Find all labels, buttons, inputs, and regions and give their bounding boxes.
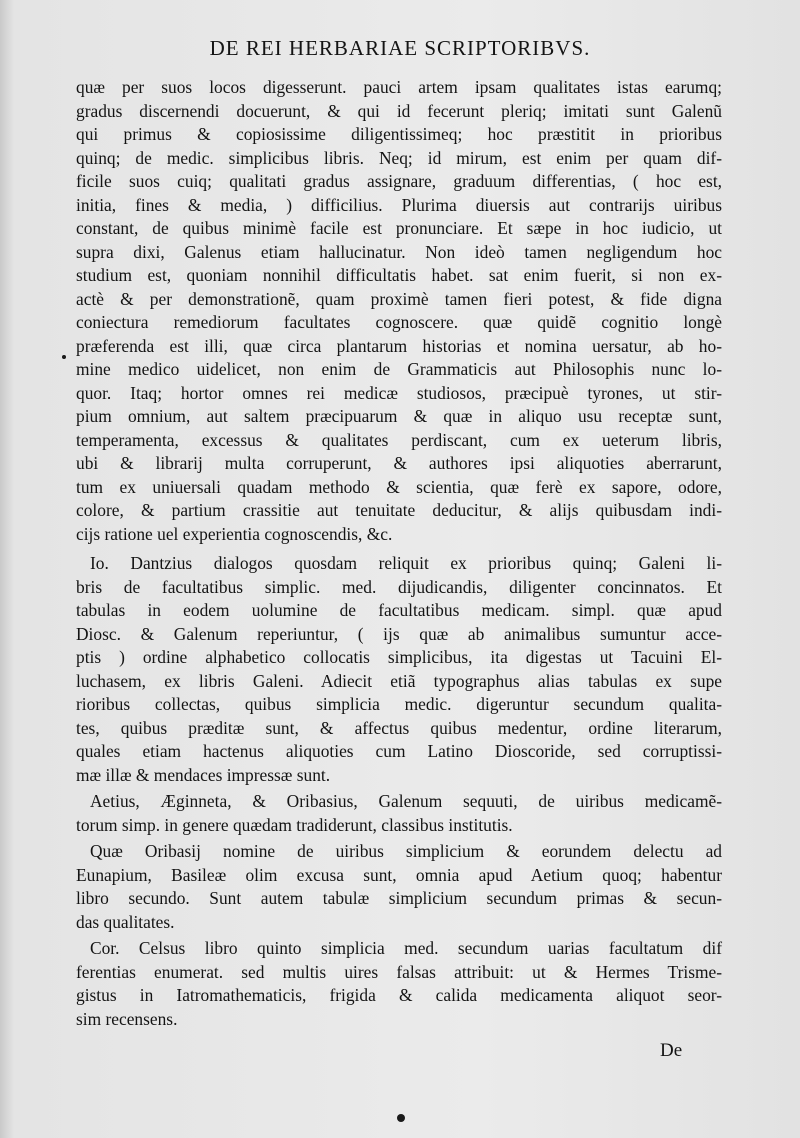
text-line: præferenda est illi, quæ circa plantarum historias et nomina uersatur, ab ho- bbox=[76, 335, 722, 356]
text-line: pium omnium, aut saltem præcipuarum & quæ in aliquo usu receptæ sunt, bbox=[76, 406, 722, 426]
text-line: quæ per suos locos digesserunt. pauci artem ipsam qualitates istas earumq; bbox=[76, 77, 722, 97]
text-line: ficile suos cuiq; qualitati gradus assignare, graduum differentias, ( hoc est, bbox=[76, 171, 722, 191]
body-text bbox=[76, 76, 722, 1031]
text-line: temperamenta, excessus & qualitates perdiscant, cum ex ueterum libris, bbox=[76, 429, 722, 450]
text-line: cijs ratione uel experientia cognoscendis, &c. bbox=[76, 523, 393, 544]
text-line: libro secundo. Sunt autem tabulæ simplicium secundum primas & secun- bbox=[76, 888, 722, 908]
text-line: torum simp. in genere quædam tradiderunt, classibus institutis. bbox=[76, 814, 513, 835]
text-line: Eunapium, Basileæ olim excusa sunt, omnia apud Aetium quoq; habentur bbox=[76, 864, 722, 885]
text-line: das qualitates. bbox=[76, 911, 175, 932]
signature-dot bbox=[397, 1114, 405, 1122]
text-line: quor. Itaq; hortor omnes rei medicæ studiosos, præcipuè tyrones, ut stir- bbox=[76, 382, 722, 403]
text-line: gradus discernendi docuerunt, & qui id fecerunt pleriq; imitati sunt Galenũ bbox=[76, 100, 722, 121]
text-line: quinq; de medic. simplicibus libris. Neq; id mirum, est enim per quam dif- bbox=[76, 147, 722, 168]
text-line: Cor. Celsus libro quinto simplicia med. secundum uarias facultatum dif bbox=[90, 938, 722, 958]
text-line: coniectura remediorum facultates cognoscere. quæ quidẽ cognitio longè bbox=[76, 312, 722, 332]
text-line: constant, de quibus minimè facile est pronunciare. Et sæpe in hoc iudicio, ut bbox=[76, 218, 722, 238]
text-line: qui primus & copiosissime diligentissimeq; hoc præstitit in prioribus bbox=[76, 124, 722, 144]
text-line: mine medico uidelicet, non enim de Grammaticis aut Philosophis nunc lo- bbox=[76, 359, 722, 379]
text-line: ptis ) ordine alphabetico collocatis simplicibus, ita digestas ut Tacuini El- bbox=[76, 647, 722, 667]
text-line: supra dixi, Galenus etiam hallucinatur. Non ideò tamen negligendum hoc bbox=[76, 241, 722, 262]
paragraph bbox=[76, 937, 722, 1031]
text-line: Io. Dantzius dialogos quosdam reliquit ex prioribus quinq; Galeni li- bbox=[90, 553, 722, 573]
text-line: mæ illæ & mendaces impressæ sunt. bbox=[76, 764, 331, 785]
text-line: ubi & librarij multa corruperunt, & authores ipsi aliquoties aberrarunt, bbox=[76, 453, 722, 473]
text-line: Aetius, Æginneta, & Oribasius, Galenum sequuti, de uiribus medicamẽ- bbox=[90, 791, 722, 811]
text-line: quales etiam hactenus aliquoties cum Latino Dioscoride, sed corruptissi- bbox=[76, 741, 722, 761]
text-line: ferentias enumerat. sed multis uires falsas attribuit: ut & Hermes Trisme- bbox=[76, 961, 722, 982]
text-line: Diosc. & Galenum reperiuntur, ( ijs quæ ab animalibus sumuntur acce- bbox=[76, 623, 722, 644]
margin-mark bbox=[62, 355, 66, 359]
text-line: tabulas in eodem uolumine de facultatibus medicam. simpl. quæ apud bbox=[76, 600, 722, 620]
paragraph bbox=[76, 840, 722, 934]
paragraph bbox=[76, 76, 722, 546]
paragraph bbox=[76, 552, 722, 787]
text-line: studium est, quoniam nonnihil difficultatis habet. sat enim fuerit, si non ex- bbox=[76, 265, 722, 285]
text-line: luchasem, ex libris Galeni. Adiecit etiã typographus alias tabulas ex supe bbox=[76, 670, 722, 691]
text-line: colore, & partium crassitie aut tenuitate deducitur, & alijs quibusdam indi- bbox=[76, 500, 722, 520]
catchword: De bbox=[660, 1040, 683, 1061]
text-line: bris de facultatibus simplic. med. dijudicandis, diligenter concinnatos. Et bbox=[76, 576, 722, 597]
text-line: sim recensens. bbox=[76, 1008, 178, 1029]
text-line: tum ex uniuersali quadam methodo & scientia, quæ ferè ex sapore, odore, bbox=[76, 476, 722, 497]
text-line: tes, quibus præditæ sunt, & affectus quibus medentur, ordine literarum, bbox=[76, 717, 722, 738]
text-line: Quæ Oribasij nomine de uiribus simplicium & eorundem delectu ad bbox=[90, 841, 722, 861]
running-header: DE REI HERBARIAE SCRIPTORIBVS. bbox=[209, 36, 591, 60]
text-line: initia, fines & media, ) difficilius. Plurima diuersis aut contrarijs uiribus bbox=[76, 194, 722, 215]
text-line: actè & per demonstrationẽ, quam proximè tamen fieri potest, & fide digna bbox=[76, 288, 722, 309]
text-line: rioribus collectas, quibus simplicia medic. digeruntur secundum qualita- bbox=[76, 694, 722, 714]
paragraph bbox=[76, 790, 722, 837]
text-line: gistus in Iatromathematicis, frigida & calida medicamenta aliquot seor- bbox=[76, 985, 722, 1005]
